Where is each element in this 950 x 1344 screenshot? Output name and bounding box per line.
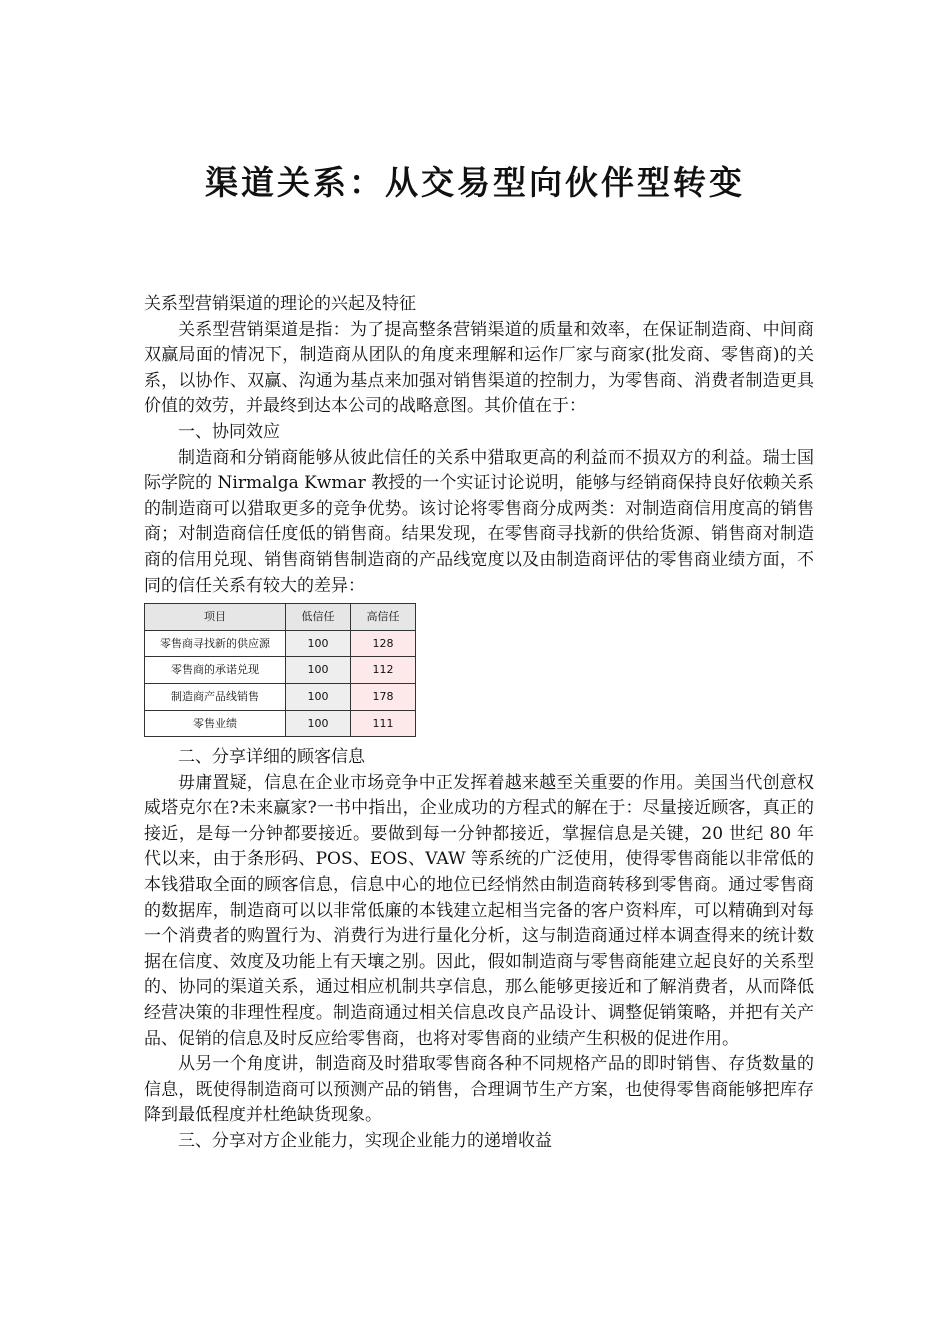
table-header-row [145, 604, 416, 631]
section-heading: 一、协同效应 [178, 421, 280, 442]
column-header-item: 项目 [145, 604, 286, 631]
paragraph: 关系型营销渠道是指：为了提高整条营销渠道的质量和效率，在保证制造商、中间商双赢局面的情况下，制造商从团队的角度来理解和运作厂家与商家(批发商、零售商)的关系，以协作、双赢、沟通为基点来加强对销售渠道的控制力，为零售商、消费者制造更具价值的效劳，并最终到达本公司的战略意图。其价值在于： [144, 319, 814, 417]
table-row [145, 657, 416, 684]
cell-item: 零售业绩 [145, 710, 286, 737]
table-row [145, 630, 416, 657]
cell-item: 制造商产品线销售 [145, 683, 286, 710]
section-heading: 三、分享对方企业能力，实现企业能力的递增收益 [178, 1131, 552, 1151]
cell-high-trust: 128 [351, 630, 416, 657]
table-row [145, 683, 416, 710]
cell-high-trust: 178 [351, 683, 416, 710]
section-heading: 关系型营销渠道的理论的兴起及特征 [144, 294, 416, 314]
table-row [145, 710, 416, 737]
document-body [144, 292, 814, 1155]
cell-low-trust: 100 [286, 683, 351, 710]
cell-low-trust: 100 [286, 630, 351, 657]
cell-high-trust: 111 [351, 710, 416, 737]
page-title: 渠道关系：从交易型向伙伴型转变 [205, 163, 745, 202]
paragraph: 制造商和分销商能够从彼此信任的关系中猎取更高的利益而不损双方的利益。瑞士国际学院的 Nirmalga Kwmar 教授的一个实证讨论说明，能够与经销商保持良好依赖关系的制造商可以猎取更多的竞争优势。该讨论将零售商分成两类：对制造商信用度高的销售商；对制造商信任度低的销售商。结果发现，在零售商寻找新的供给货源、销售商对制造商的信用兑现、销售商销售制造商的产品线宽度以及由制造商评估的零售商业绩方面，不同的信任关系有较大的差异： [144, 447, 814, 596]
section-heading: 二、分享详细的顾客信息 [178, 747, 365, 768]
cell-low-trust: 100 [286, 710, 351, 737]
column-header-low-trust: 低信任 [286, 604, 351, 631]
paragraph: 毋庸置疑，信息在企业市场竞争中正发挥着越来越至关重要的作用。美国当代创意权威塔克尔在?未来赢家?一书中指出，企业成功的方程式的解在于：尽量接近顾客，真正的接近，是每一分钟都要接近。要做到每一分钟都接近，掌握信息是关键，20 世纪 80 年代以来，由于条形码、POS、EOS、VAW 等系统的广泛使用，使得零售商能以非常低的本钱猎取全面的顾客信息，信息中心的地位已经悄然由制造商转移到零售商。通过零售商的数据库，制造商可以以非常低廉的本钱建立起相当完备的客户资料库，可以精确到对每一个消费者的购置行为、消费行为进行量化分析，这与制造商通过样本调查得来的统计数据在信度、效度及功能上有天壤之别。因此，假如制造商与零售商能建立起良好的关系型的、协同的渠道关系，通过相应机制共享信息，那么能够更接近和了解消费者，从而降低经营决策的非理性程度。制造商通过相关信息改良产品设计、调整促销策略，并把有关产品、促销的信息及时反应给零售商，也将对零售商的业绩产生积极的促进作用。 [144, 772, 814, 1049]
column-header-high-trust: 高信任 [351, 604, 416, 631]
cell-item: 零售商寻找新的供应源 [145, 630, 286, 657]
paragraph: 从另一个角度讲，制造商及时猎取零售商各种不同规格产品的即时销售、存货数量的信息，既使得制造商可以预测产品的销售，合理调节生产方案，也使得零售商能够把库存降到最低程度并杜绝缺货现象。 [144, 1054, 814, 1126]
trust-comparison-table [144, 603, 416, 737]
cell-high-trust: 112 [351, 657, 416, 684]
cell-low-trust: 100 [286, 657, 351, 684]
cell-item: 零售商的承诺兑现 [145, 657, 286, 684]
